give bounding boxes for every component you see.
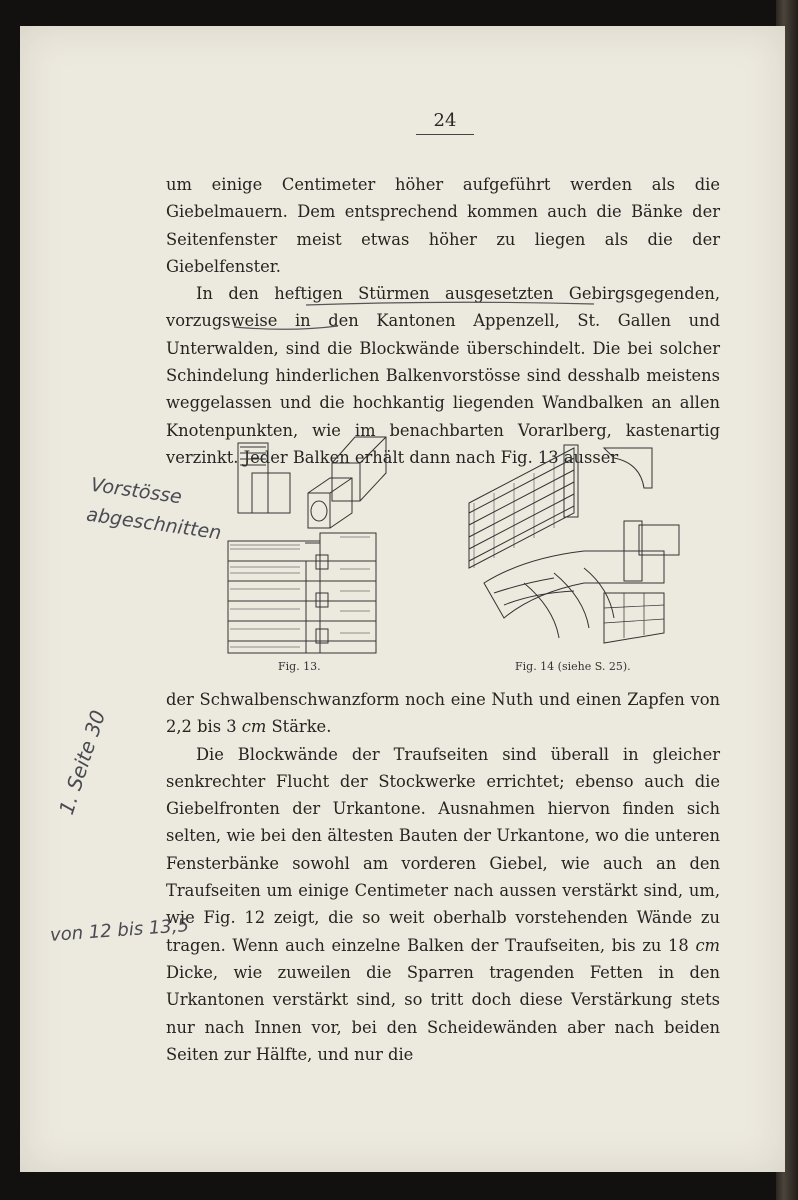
paragraph-4 [166, 741, 720, 1069]
paragraph-1: um einige Centimeter höher aufgeführt werden als die Giebelmauern. Dem entsprechend kommen auch die Bänke der Seitenfenster meist etwas höher zu liegen als die der Giebelfenster. [166, 175, 720, 276]
paragraph-4-unit: cm [695, 935, 720, 955]
margin-note-3: von 12 bis 13,5 [49, 915, 190, 946]
paragraph-3-text-a: der Schwalbenschwanzform noch eine Nuth und einen Zapfen von 2,2 bis 3 [166, 690, 720, 737]
paragraph-3-text-b: Stärke. [266, 717, 332, 737]
paragraph-4-text-b: Dicke, wie zuweilen die Sparren tragenden Fetten in den Urkantonen verstärkt sind, so tritt doch diese Verstärkung stets nur nach Innen vor, bei den Scheidewänden aber nach beiden Seiten zur Hälfte, und nur die [166, 962, 720, 1064]
paragraph-3-unit: cm [241, 717, 267, 737]
paragraph-4-text-a: Die Blockwände der Traufseiten sind überall in gleicher senkrechter Flucht der Stockwerke errichtet; ebenso auch die Giebelfronten der Urkantone. Ausnahmen hiervon finden sich selten, wie bei den ältesten Bauten der Urkantone, wo die unteren Fensterbänke sowohl am vorderen Giebel, wie auch an den Traufseiten um einige Centimeter nach aussen verstärkt sind, um, wie Fig. 12 zeigt, die so weit oberhalb vorstehenden Wände zu tragen. Wenn auch einzelne Balken der Traufseiten, bis zu 18 [166, 744, 720, 955]
text-block-bottom [166, 686, 720, 1068]
fig-13-caption: Fig. 13. [278, 660, 321, 673]
paragraph-2: In den heftigen Stürmen ausgesetzten Gebirgsgegenden, vorzugsweise in den Kantonen Appenzell, St. Gallen und Unterwalden, sind die Blockwände überschindelt. Die bei solcher Schindelung hinderlichen Balkenvorstösse sind desshalb meistens weggelassen und die hochkantig liegenden Wandbalken an allen Knotenpunkten, wie im benachbarten Vorarlberg, kastenartig verzinkt. Jeder Balken erhält dann nach Fig. 13 ausser [166, 284, 720, 467]
fig-14-drawing [464, 433, 680, 663]
margin-note-1: Vorstösse abgeschnitten [85, 473, 223, 545]
page-number: 24 [416, 110, 474, 135]
paragraph-3 [166, 686, 720, 741]
figures [200, 433, 680, 678]
fig-14-caption: Fig. 14 (siehe S. 25). [515, 660, 631, 673]
margin-note-2: 1. Seite 30 [54, 707, 111, 818]
